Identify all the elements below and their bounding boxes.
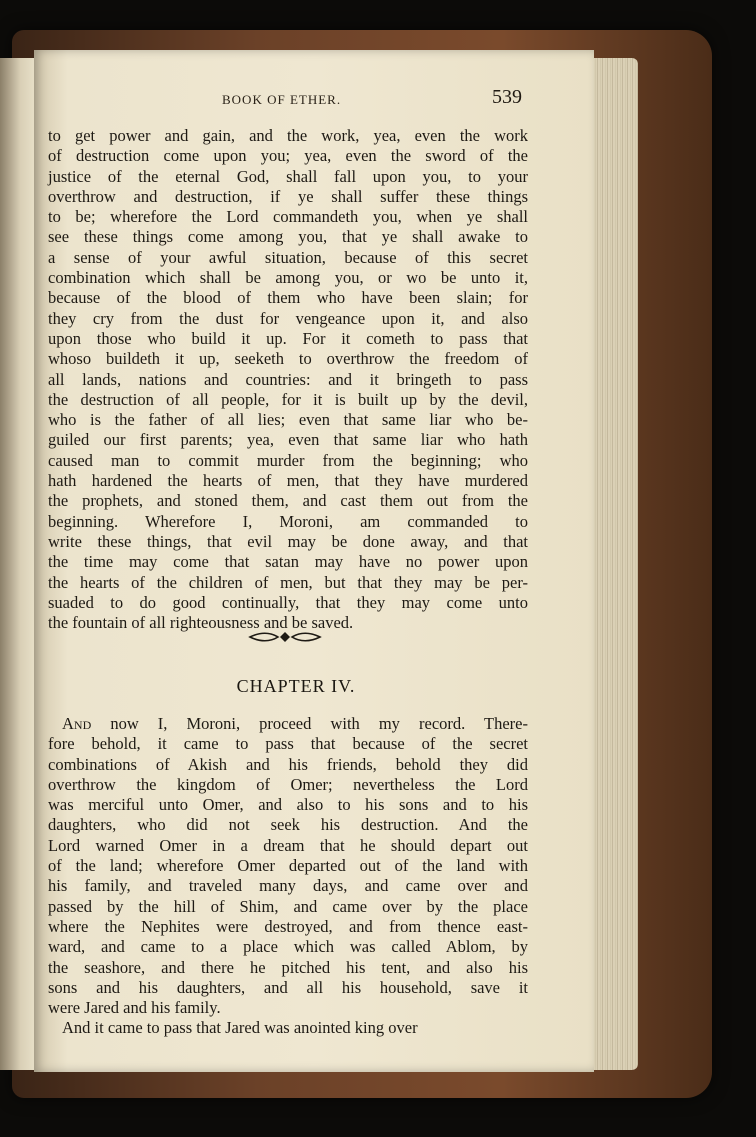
text-line: the fountain of all righteousness and be saved. <box>48 613 354 633</box>
text-line: were Jared and his family. <box>48 998 221 1018</box>
text-line: And it came to pass that Jared was anointed king over <box>62 1018 418 1038</box>
text-line: who is the father of all lies; even that same liar who be- <box>48 410 528 430</box>
paragraph-chapter-start <box>48 714 528 1039</box>
text-line: a sense of your awful situation, because of this secret <box>48 247 528 267</box>
text-line: ward, and came to a place which was called Ablom, by <box>48 937 528 957</box>
text-line: was merciful unto Omer, and also to his sons and to his <box>48 795 528 815</box>
running-head-title: BOOK OF ETHER. <box>222 92 342 107</box>
text-line: the destruction of all people, for it is built up by the devil, <box>48 389 528 409</box>
text-line: the time may come that satan may have no power upon <box>48 552 528 572</box>
left-page-edge <box>0 58 34 1070</box>
paragraph-continued <box>48 126 528 633</box>
text-line: combinations of Akish and his friends, behold they did <box>48 754 528 774</box>
text-line: overthrow and destruction, if ye shall suffer these things <box>48 186 528 206</box>
text-line: of destruction come upon you; yea, even the sword of the <box>48 146 528 166</box>
text-line: see these things come among you, that ye shall awake to <box>48 227 528 247</box>
text-line: they cry from the dust for vengeance upon it, and also <box>48 308 528 328</box>
text-line: of the land; wherefore Omer departed out of the land with <box>48 856 528 876</box>
text-line: the seashore, and there he pitched his tent, and also his <box>48 957 528 977</box>
text-line <box>48 714 528 734</box>
text-line: fore behold, it came to pass that because of the secret <box>48 734 528 754</box>
text-line: Lord warned Omer in a dream that he should depart out <box>48 835 528 855</box>
chapter-heading: CHAPTER IV. <box>236 676 356 696</box>
text-line: his family, and traveled many days, and came over and <box>48 876 528 896</box>
text-line: beginning. Wherefore I, Moroni, am commanded to <box>48 511 528 531</box>
ornament-divider-icon <box>248 630 322 644</box>
text-line: passed by the hill of Shim, and came over by the place <box>48 896 528 916</box>
paragraph-lead-word: And <box>62 714 92 733</box>
text-line: upon those who build it up. For it cometh to pass that <box>48 328 528 348</box>
page-number: 539 <box>492 86 522 108</box>
text-line: to be; wherefore the Lord commandeth you, when ye shall <box>48 207 528 227</box>
text-line: the hearts of the children of men, but that they may be per- <box>48 572 528 592</box>
text-line: where the Nephites were destroyed, and from thence east- <box>48 916 528 936</box>
text-line: guiled our first parents; yea, even that same liar who hath <box>48 430 528 450</box>
text-line: sons and his daughters, and all his household, save it <box>48 977 528 997</box>
text-line: to get power and gain, and the work, yea, even the work <box>48 126 528 145</box>
text-line: because of the blood of them who have been slain; for <box>48 288 528 308</box>
page-edges <box>592 58 638 1070</box>
text-line: overthrow the kingdom of Omer; nevertheless the Lord <box>48 774 528 794</box>
text-line: combination which shall be among you, or wo be unto it, <box>48 268 528 288</box>
text-line: justice of the eternal God, shall fall upon you, to your <box>48 166 528 186</box>
text-line: hath hardened the hearts of men, that they have murdered <box>48 471 528 491</box>
book-page <box>34 50 594 1072</box>
text-line-rest: now I, Moroni, proceed with my record. There- <box>91 714 528 733</box>
text-line: write these things, that evil may be done away, and that <box>48 531 528 551</box>
text-line: suaded to do good continually, that they may come unto <box>48 592 528 612</box>
text-line: daughters, who did not seek his destruction. And the <box>48 815 528 835</box>
text-line: whoso buildeth it up, seeketh to overthrow the freedom of <box>48 349 528 369</box>
running-head <box>34 86 594 112</box>
text-line: all lands, nations and countries: and it bringeth to pass <box>48 369 528 389</box>
text-line: caused man to commit murder from the beginning; who <box>48 450 528 470</box>
text-line: the prophets, and stoned them, and cast them out from the <box>48 491 528 511</box>
